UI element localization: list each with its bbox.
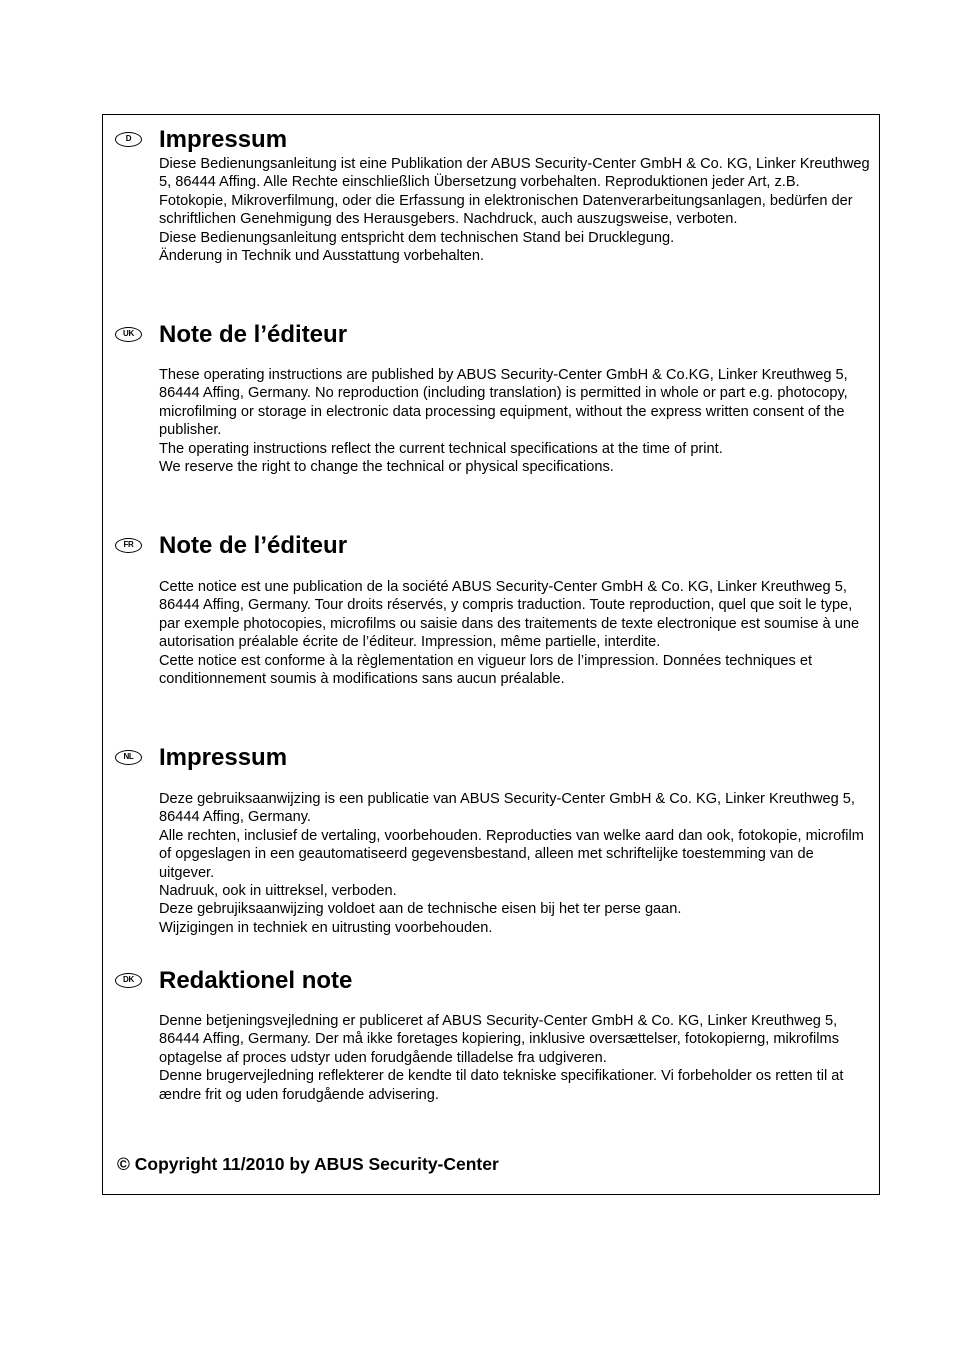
paragraph: These operating instructions are published by ABUS Security-Center GmbH & Co.KG, Linker Kreuthweg 5, 86444 Affing, Germany. No reproduction (including translation) is permitted in whole or part e.g. photocopy, microfilming or storage in electronic data processing equipment, without the express written consent of the publisher. — [159, 367, 848, 439]
paragraph: We reserve the right to change the technical or physical specifications. — [159, 459, 614, 476]
imprint-frame — [102, 114, 880, 1195]
paragraph: Denne betjeningsvejledning er publiceret af ABUS Security-Center GmbH & Co. KG, Linker Kreuthweg 5, 86444 Affing, Germany. Der må ikke foretages kopiering, inklusive oversættelser, fotokopierng, mikrofilms optagelse af proces udstyr uden forudgående tilladelse fra udgiveren. — [159, 1013, 839, 1066]
section-body — [159, 578, 871, 688]
language-badge-icon: UK — [115, 327, 142, 342]
paragraph: Änderung in Technik und Ausstattung vorbehalten. — [159, 248, 485, 265]
section-title: Note de l’éditeur — [159, 321, 348, 348]
paragraph: Cette notice est conforme à la règlementation en vigueur lors de l’impression. Données techniques et conditionnement soumis à modifications sans aucun préalable. — [159, 652, 813, 688]
section-title: Redaktionel note — [159, 967, 353, 994]
section-title: Impressum — [159, 126, 288, 153]
language-badge-icon: NL — [115, 750, 142, 765]
language-badge-icon: DK — [115, 973, 142, 988]
section-body — [159, 155, 871, 265]
section-body — [159, 1012, 871, 1104]
paragraph: Diese Bedienungsanleitung entspricht dem technischen Stand bei Drucklegung. — [159, 229, 675, 246]
paragraph: Diese Bedienungsanleitung ist eine Publikation der ABUS Security-Center GmbH & Co. KG, Linker Kreuthweg 5, 86444 Affing. Alle Rechte einschließlich Übersetzung vorbehalten. Reproduktionen jeder Art, z.B. Fotokopie, Mikroverfilmung, oder die Erfassung in elektronischen Datenverarbeitungsanlagen, bedürfen der schriftlichen Genehmigung des Herausgebers. Nachdruck, auch auszugsweise, verboten. — [159, 156, 870, 228]
paragraph: Cette notice est une publication de la société ABUS Security-Center GmbH & Co. KG, Linker Kreuthweg 5, 86444 Affing, Germany. Tour droits réservés, y compris traduction. Toute reproduction, quel que soit le type, par exemple photocopies, microfilms ou saisie dans des traitements de texte electronique est soumise à une autorisation préalable écrite de l’éditeur. Impression, même partielle, interdite. — [159, 579, 860, 651]
paragraph: The operating instructions reflect the current technical specifications at the time of print. — [159, 440, 723, 457]
paragraph: Denne brugervejledning reflekterer de kendte til dato tekniske specifikationer. Vi forbeholder os retten til at ændre frit og uden forudgående advisering. — [159, 1068, 844, 1103]
paragraph: Deze gebrujiksaanwijzing voldoet aan de technische eisen bij het ter perse gaan. — [159, 901, 682, 918]
language-badge-icon: D — [115, 132, 142, 147]
section-title: Impressum — [159, 744, 288, 771]
section-body — [159, 366, 871, 476]
paragraph: Alle rechten, inclusief de vertaling, voorbehouden. Reproducties van welke aard dan ook, fotokopie, microfilm of opgeslagen in een geautomatiseerd gegevensbestand, alleen met schriftelijke toestemming van de uitgever. — [159, 827, 864, 881]
language-badge-icon: FR — [115, 538, 142, 553]
copyright-notice: © Copyright 11/2010 by ABUS Security-Center — [117, 1154, 499, 1174]
paragraph: Deze gebruiksaanwijzing is een publicatie van ABUS Security-Center GmbH & Co. KG, Linker Kreuthweg 5, 86444 Affing, Germany. — [159, 791, 855, 826]
paragraph: Nadruuk, ook in uittreksel, verboden. — [159, 883, 397, 900]
paragraph: Wijzigingen in techniek en uitrusting voorbehouden. — [159, 919, 493, 936]
section-body — [159, 790, 871, 937]
section-title: Note de l’éditeur — [159, 532, 348, 559]
